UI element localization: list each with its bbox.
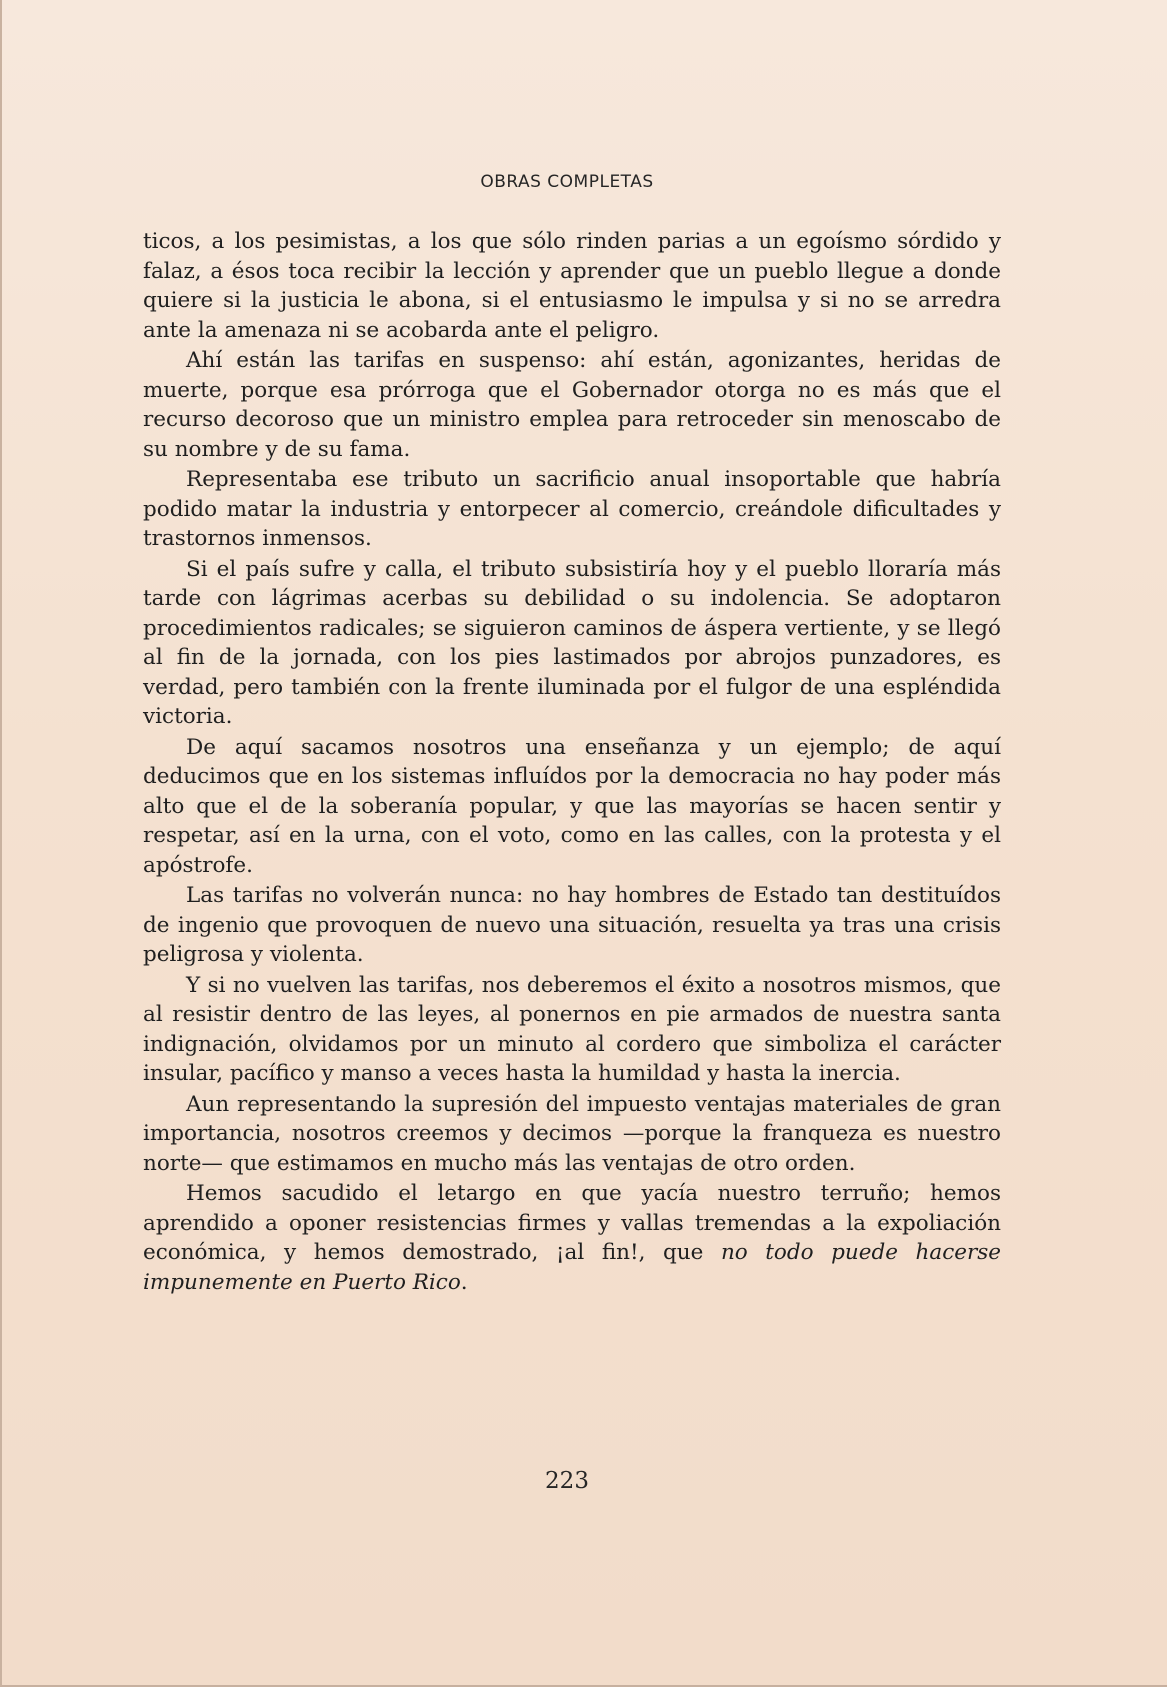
body-text [143,227,1001,1298]
paragraph-9-end: . [460,1269,468,1295]
paragraph-4: Si el país sufre y calla, el tributo subsistiría hoy y el pueblo lloraría más tarde con lágrimas acerbas su debilidad o su indolencia. Se adoptaron procedimientos radicales; se siguieron caminos de áspera vertiente, y se llegó al fin de la jornada, con los pies lastimados por abrojos punzadores, es verdad, pero también con la frente iluminada por el fulgor de una espléndida victoria. [143,556,1001,729]
paragraph-6: Las tarifas no volverán nunca: no hay hombres de Estado tan destituídos de ingenio que provoquen de nuevo una situación, resuelta ya tras una crisis peligrosa y violenta. [143,883,1001,967]
paragraph-9-text: Hemos sacudido el letargo en que yacía nuestro terruño; hemos aprendido a oponer resistencias firmes y vallas tremendas a la expoliación económica, y hemos demostrado, ¡al fin!, que [143,1181,1001,1265]
paragraph-9 [143,1179,1001,1297]
paragraph-3: Representaba ese tributo un sacrificio anual insoportable que habría podido matar la industria y entorpecer al comercio, creándole dificultades y trastornos inmensos. [143,467,1001,551]
paragraph-7: Y si no vuelven las tarifas, nos deberemos el éxito a nosotros mismos, que al resistir dentro de las leyes, al ponernos en pie armados de nuestra santa indignación, olvidamos por un minuto al cordero que simboliza el carácter insular, pacífico y manso a veces hasta la humildad y hasta la inercia. [143,972,1001,1086]
paragraph-1: ticos, a los pesimistas, a los que sólo rinden parias a un egoísmo sórdido y falaz, a ésos toca recibir la lección y aprender que un pueblo llegue a donde quiere si la justicia le abona, si el entusiasmo le impulsa y si no se arredra ante la amenaza ni se acobarda ante el peligro. [143,229,1001,343]
paragraph-9-italic: no todo puede hacerse impunemente en Puerto Rico [143,1240,1001,1295]
paragraph-5: De aquí sacamos nosotros una enseñanza y un ejemplo; de aquí deducimos que en los sistemas influídos por la democracia no hay poder más alto que el de la soberanía popular, y que las mayorías se hacen sentir y respetar, así en la urna, con el voto, como en las calles, con la protesta y el apóstrofe. [143,734,1001,878]
paragraph-2: Ahí están las tarifas en suspenso: ahí están, agonizantes, heridas de muerte, porque esa prórroga que el Gobernador otorga no es más que el recurso decoroso que un ministro emplea para retroceder sin menoscabo de su nombre y de su fama. [143,348,1001,462]
running-title: OBRAS COMPLETAS [480,172,654,192]
page-number: 223 [545,1468,589,1494]
paragraph-8: Aun representando la supresión del impuesto ventajas materiales de gran importancia, nosotros creemos y decimos —porque la franqueza es nuestro norte— que estimamos en mucho más las ventajas de otro orden. [143,1091,1001,1176]
